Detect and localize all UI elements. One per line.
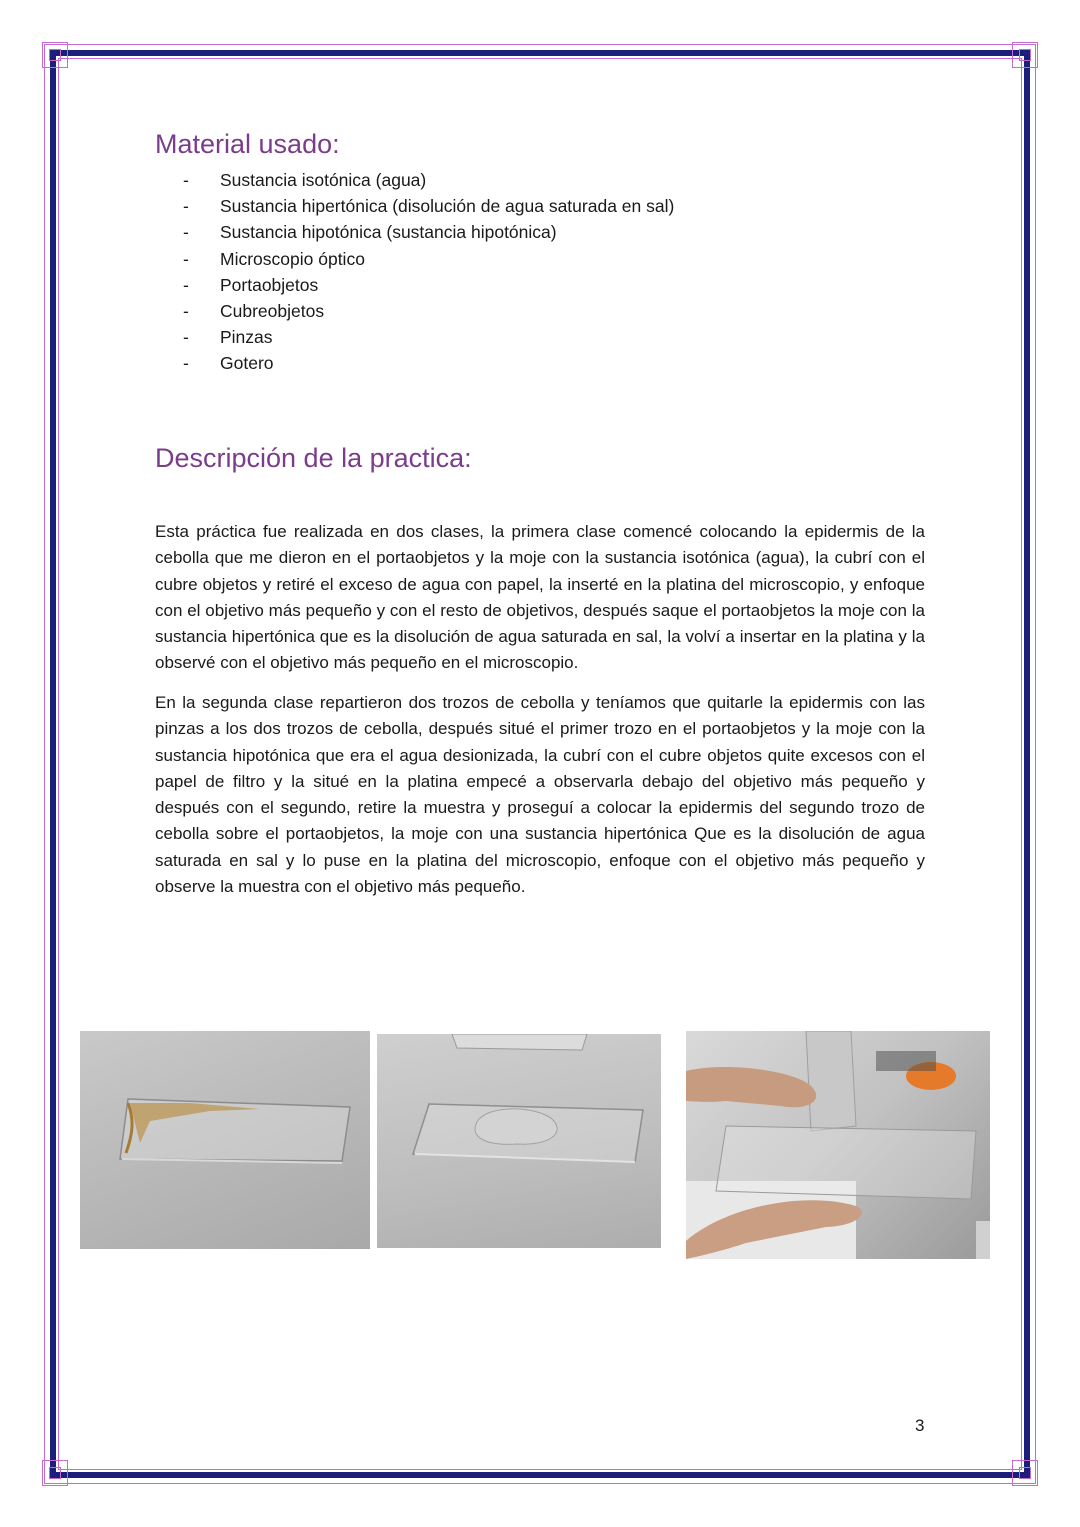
bullet-dash: -	[183, 274, 189, 295]
list-item: - Sustancia isotónica (agua)	[183, 167, 674, 193]
paragraph-second-class: En la segunda clase repartieron dos trozos de cebolla y teníamos que quitarle la epidermis con las pinzas a los dos trozos de cebolla, después situé el primer trozo en el portaobjetos y la moje con la sustancia hipotónica que era el agua desionizada, la cubrí con el cubre objetos quite excesos con el papel de filtro y la situé en la platina empecé a observarla debajo del objetivo más pequeño y después con el segundo, retire la muestra y proseguí a colocar la epidermis del segundo trozo de cebolla sobre el portaobjetos, la moje con una sustancia hipertónica Que es la disolución de agua saturada en sal y lo puse en la platina del microscopio, enfoque con el objetivo más pequeño y observe la muestra con el objetivo más pequeño.	[155, 693, 925, 897]
bullet-dash: -	[183, 222, 189, 243]
list-item: - Gotero	[183, 350, 674, 376]
paragraph-first-class: Esta práctica fue realizada en dos clases, la primera clase comencé colocando la epidermis de la cebolla que me dieron en el portaobjetos y la moje con la sustancia isotónica (agua), la cubrí con el cubre objetos y retiré el exceso de agua con papel, la inserté en la platina del microscopio, y enfoque con el objetivo más pequeño y con el resto de objetivos, después saque el portaobjetos la moje con la sustancia hipertónica que es la disolución de agua saturada en sal, la volví a insertar en la platina y la observé con el objetivo más pequeño en el microscopio.	[155, 522, 925, 673]
list-item: - Sustancia hipertónica (disolución de agua saturada en sal)	[183, 193, 674, 219]
bullet-dash: -	[183, 170, 189, 190]
corner-ornament-bottom-left	[42, 1460, 68, 1486]
materials-list	[183, 167, 674, 377]
corner-ornament-bottom-right	[1012, 1460, 1038, 1486]
list-item: - Microscopio óptico	[183, 246, 674, 272]
bullet-dash: -	[183, 353, 189, 374]
photo-slide-with-water-drop	[377, 1034, 661, 1248]
corner-ornament-top-right	[1012, 42, 1038, 68]
photo-hands-holding-slide	[686, 1031, 990, 1259]
page-number: 3	[915, 1416, 925, 1435]
list-item: - Cubreobjetos	[183, 298, 674, 324]
bullet-dash: -	[183, 248, 189, 269]
list-item: - Portaobjetos	[183, 272, 674, 298]
list-item: - Sustancia hipotónica (sustancia hipotónica)	[183, 219, 674, 245]
bullet-dash: -	[183, 300, 189, 321]
description-heading: Descripción de la practica:	[155, 443, 472, 473]
bullet-dash: -	[183, 327, 189, 348]
material-heading: Material usado:	[155, 129, 340, 159]
corner-ornament-top-left	[42, 42, 68, 68]
list-item: - Pinzas	[183, 324, 674, 350]
bullet-dash: -	[183, 196, 189, 217]
photo-slide-with-stain	[80, 1031, 370, 1249]
